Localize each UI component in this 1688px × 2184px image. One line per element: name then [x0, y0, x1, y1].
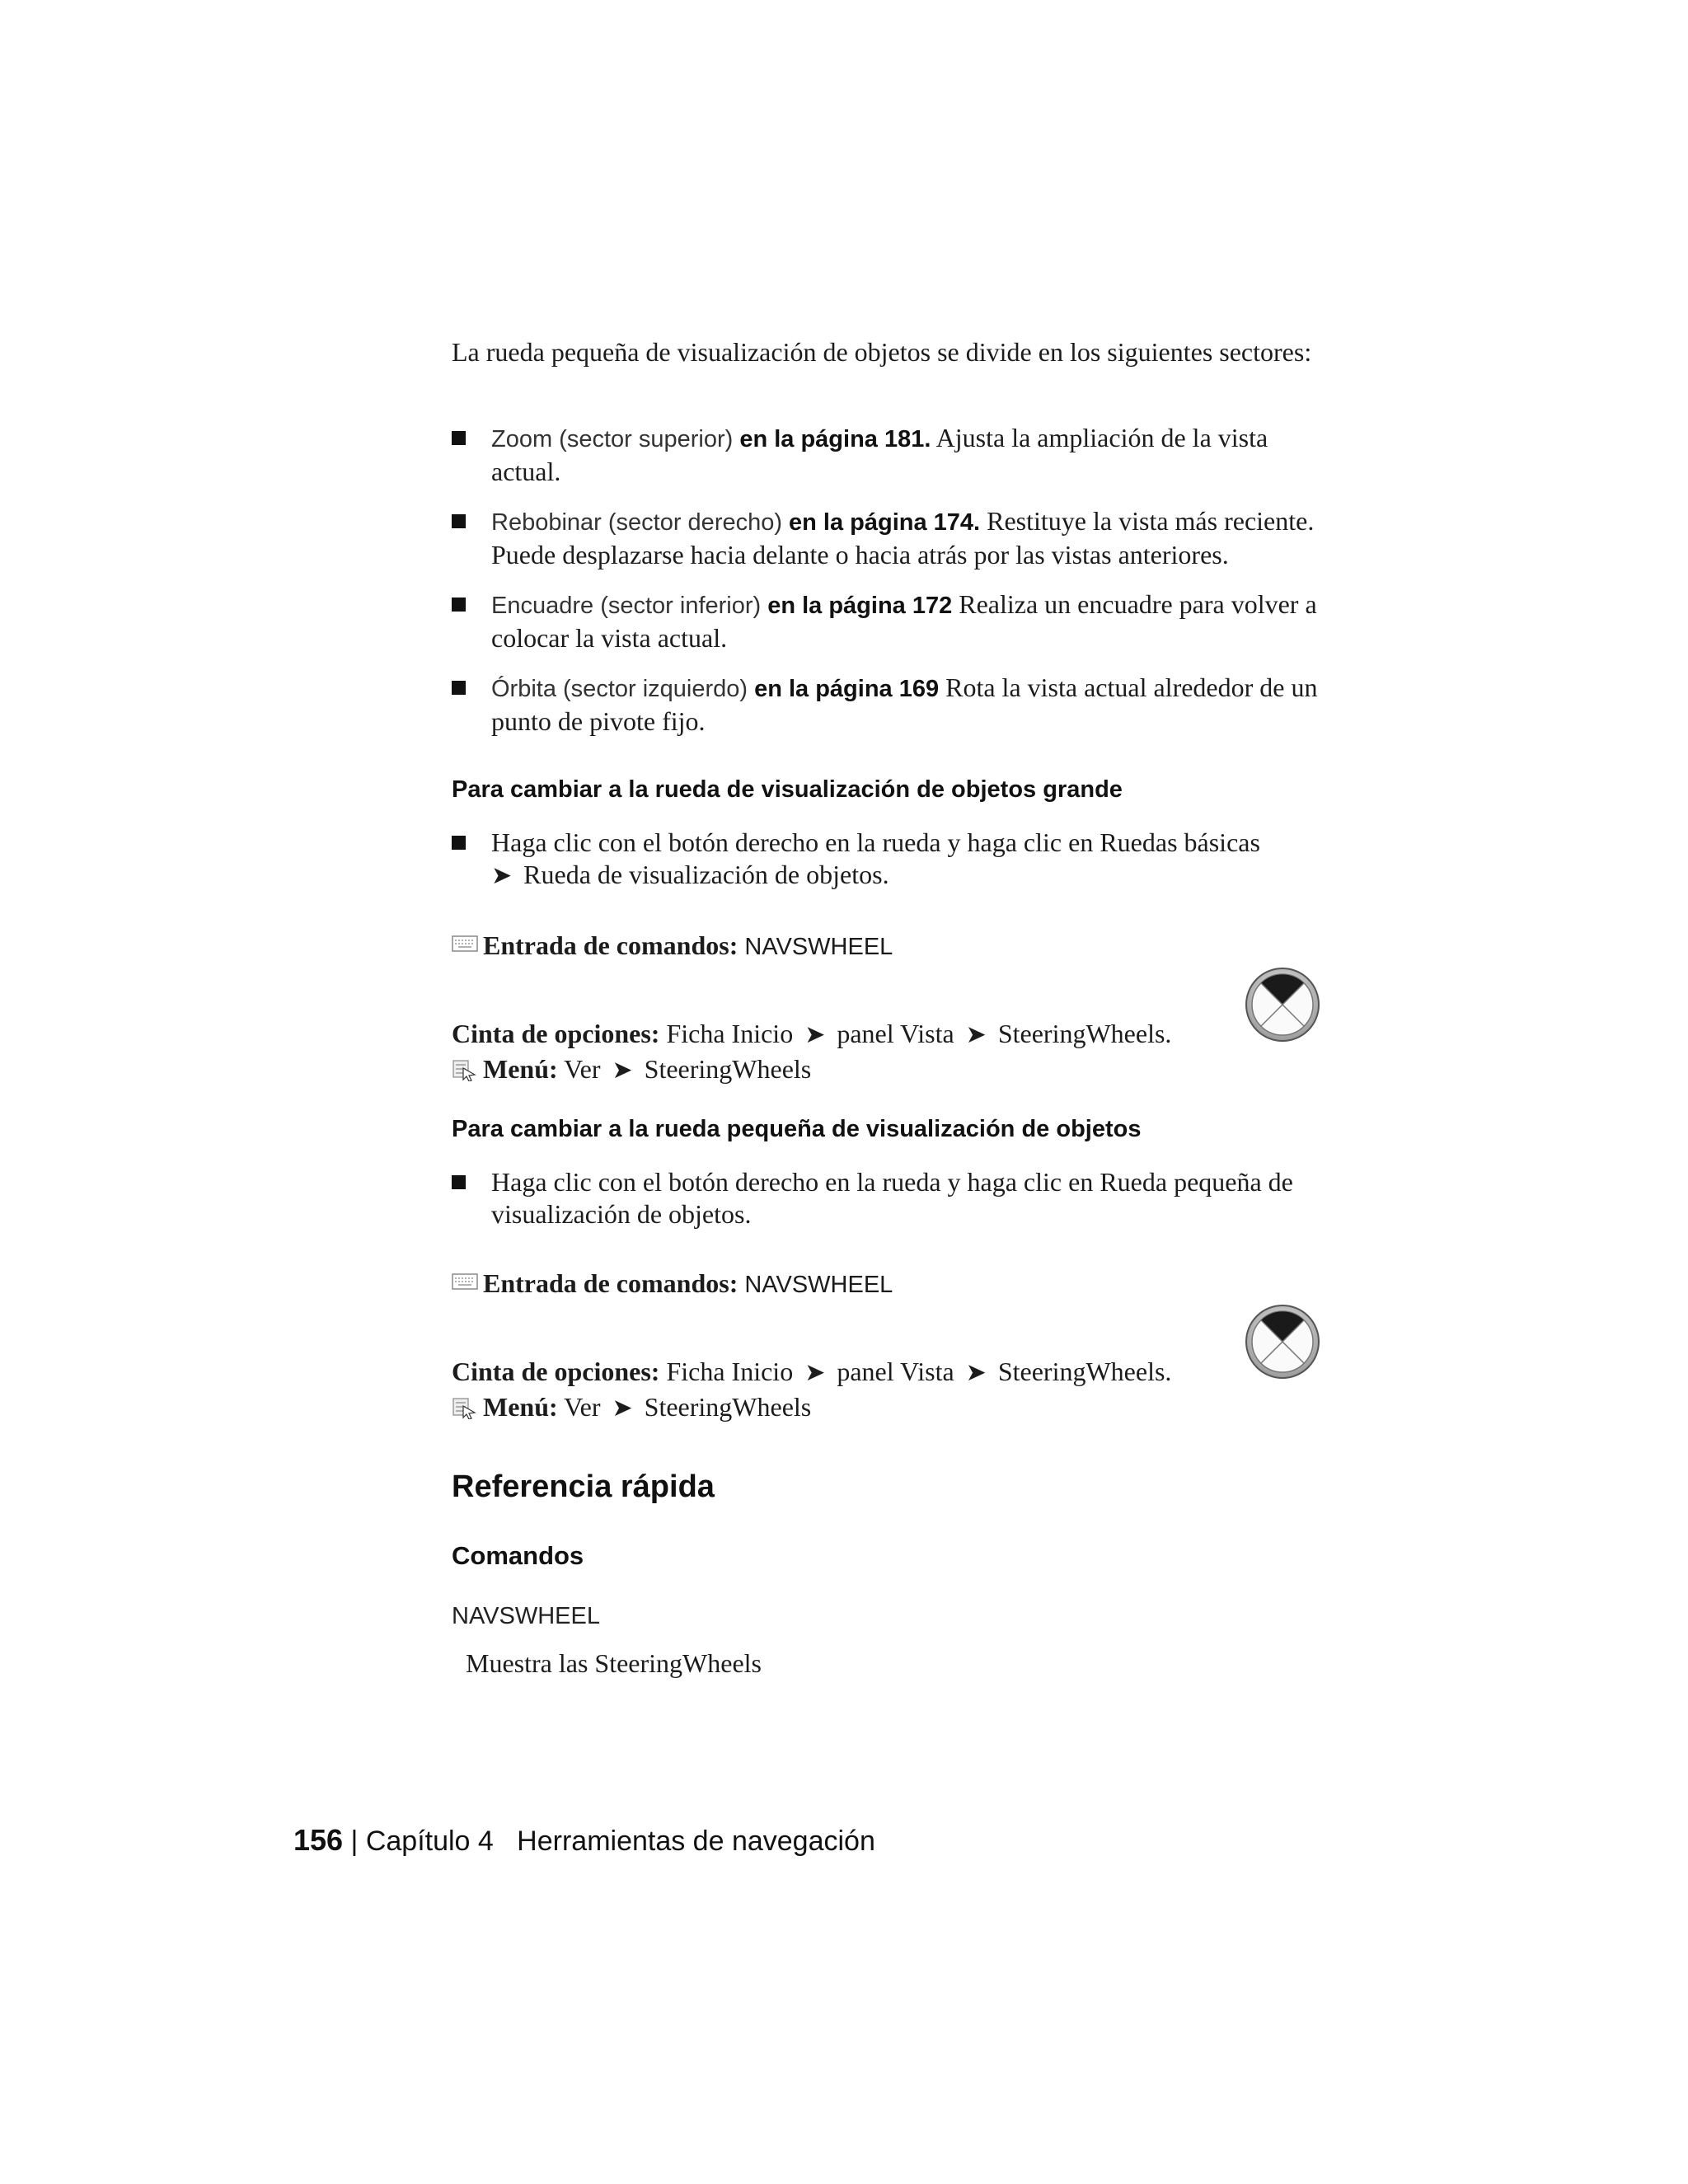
item-description: Rota la vista actual alrededor de un punto de pivote fijo.	[491, 673, 1318, 736]
menu-item: SteeringWheels	[644, 1392, 812, 1422]
page-number: 156	[293, 1823, 344, 1857]
xref-link[interactable]: Zoom (sector superior)	[491, 426, 734, 452]
bullet-square-icon	[452, 681, 466, 695]
command-entry-value: NAVSWHEEL	[744, 1272, 893, 1298]
command-entry-line	[452, 1268, 893, 1301]
chapter-title: Herramientas de navegación	[517, 1825, 875, 1857]
item-description: Realiza un encuadre para volver a colocar la vista actual.	[491, 589, 1317, 653]
list-item	[452, 505, 1338, 571]
procedure-heading-mini-wheel: Para cambiar a la rueda pequeña de visualización de objetos	[452, 1116, 1142, 1142]
menu-icon	[452, 1396, 478, 1419]
ribbon-tab: Ficha Inicio	[666, 1019, 794, 1048]
steering-wheel-icon	[1245, 967, 1320, 1043]
command-description: Muestra las SteeringWheels	[466, 1648, 762, 1678]
menu-label: Menú:	[483, 1054, 558, 1084]
menu-label: Menú:	[483, 1392, 558, 1422]
arrow-icon: ➤	[491, 861, 513, 890]
bullet-square-icon	[452, 431, 466, 445]
xref-link[interactable]: Órbita (sector izquierdo)	[491, 676, 748, 702]
bullet-square-icon	[452, 1175, 466, 1189]
chapter-label: Capítulo 4	[365, 1825, 494, 1857]
list-item	[452, 827, 1377, 892]
xref-page: en la página 181.	[739, 426, 931, 452]
footer-separator: |	[350, 1825, 359, 1857]
command-entry-label: Entrada de comandos:	[483, 930, 738, 960]
arrow-icon: ➤	[612, 1056, 633, 1085]
menu-icon	[452, 1058, 478, 1081]
menu-path-line	[452, 1391, 811, 1424]
page-footer	[293, 1823, 875, 1858]
ribbon-label: Cinta de opciones:	[452, 1019, 660, 1048]
ribbon-item: SteeringWheels.	[997, 1019, 1172, 1048]
intro-paragraph: La rueda pequeña de visualización de objetos se divide en los siguientes sectores:	[452, 337, 1312, 367]
ribbon-path-line	[452, 1356, 1171, 1389]
ribbon-tab: Ficha Inicio	[666, 1357, 794, 1386]
subsection-heading-commands: Comandos	[452, 1541, 584, 1570]
ribbon-path-line	[452, 1018, 1171, 1051]
ribbon-panel: panel Vista	[837, 1019, 954, 1048]
step-text-continued: Rueda de visualización de objetos.	[523, 860, 889, 889]
section-heading-quick-reference: Referencia rápida	[452, 1469, 715, 1504]
ribbon-label: Cinta de opciones:	[452, 1357, 660, 1386]
keyboard-icon	[452, 1273, 478, 1290]
arrow-icon: ➤	[965, 1020, 987, 1049]
bullet-square-icon	[452, 598, 466, 612]
xref-link[interactable]: Rebobinar (sector derecho)	[491, 509, 783, 536]
xref-link[interactable]: Encuadre (sector inferior)	[491, 593, 762, 619]
bullet-square-icon	[452, 836, 466, 850]
list-item	[452, 672, 1338, 738]
arrow-icon: ➤	[612, 1394, 633, 1422]
menu-path-line	[452, 1053, 811, 1086]
ribbon-item: SteeringWheels.	[997, 1357, 1172, 1386]
xref-page: en la página 172	[767, 593, 953, 619]
arrow-icon: ➤	[804, 1020, 826, 1049]
command-entry-value: NAVSWHEEL	[744, 934, 893, 960]
list-item	[452, 422, 1338, 488]
keyboard-icon	[452, 935, 478, 952]
xref-page: en la página 174.	[789, 509, 981, 536]
list-item	[452, 588, 1338, 654]
xref-page: en la página 169	[754, 676, 940, 702]
sector-list	[452, 422, 1338, 738]
arrow-icon: ➤	[965, 1358, 987, 1387]
command-name: NAVSWHEEL	[452, 1603, 600, 1629]
procedure-heading-large-wheel: Para cambiar a la rueda de visualización de objetos grande	[452, 776, 1123, 803]
item-description: Restituye la vista más reciente. Puede desplazarse hacia delante o hacia atrás por las vistas anteriores.	[491, 506, 1315, 569]
menu-item: Ver	[564, 1392, 601, 1422]
item-description: Ajusta la ampliación de la vista actual.	[491, 423, 1268, 486]
arrow-icon: ➤	[804, 1358, 826, 1387]
steering-wheel-icon	[1245, 1304, 1320, 1380]
menu-item: SteeringWheels	[644, 1054, 812, 1084]
command-entry-label: Entrada de comandos:	[483, 1268, 738, 1298]
menu-item: Ver	[564, 1054, 601, 1084]
step-text: Haga clic con el botón derecho en la rueda y haga clic en Rueda pequeña de visualización de objetos.	[491, 1167, 1293, 1229]
step-text: Haga clic con el botón derecho en la rueda y haga clic en Ruedas básicas	[491, 827, 1260, 857]
bullet-square-icon	[452, 514, 466, 528]
command-entry-line	[452, 930, 893, 963]
ribbon-panel: panel Vista	[837, 1357, 954, 1386]
list-item	[452, 1166, 1377, 1230]
